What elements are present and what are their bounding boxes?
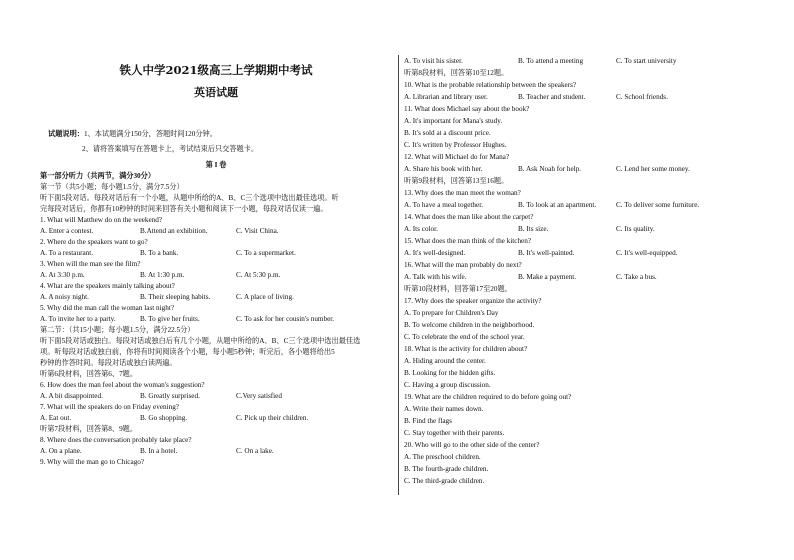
section2-directions1: 听下面5段对话或独白。每段对话或独白后有几个小题，从题中所给的A、B、C三个选项中选出最佳选 [40, 337, 361, 345]
instructions-line1: 试题说明：1、本试题满分150分，答题时间120分钟。 [48, 130, 217, 138]
question-19: 19. What are the children required to do before going out? [404, 393, 572, 401]
question-17: 17. Why does the speaker organize the activity? [404, 297, 542, 305]
question-4: 4. What are the speakers mainly talking about? [40, 282, 175, 290]
transcript-8-note: 听第8段材料，回答第10至12题。 [404, 69, 509, 77]
transcript-7-note: 听第7段材料，回答第8、9题。 [40, 425, 138, 433]
question-17-option-a: A. To prepare for Children's Day [404, 309, 499, 317]
question-16: 16. What will the man probably do next? [404, 261, 522, 269]
section2-directions3: 秒钟的作答时间。每段对话或独白读两遍。 [40, 359, 177, 367]
question-11-option-c: C. It's written by Professor Hughes. [404, 141, 507, 149]
question-2: 2. Where do the speakers want to go? [40, 238, 148, 246]
volume-heading: 第 I 卷 [205, 161, 227, 169]
section1-directions1: 听下面5段对话。每段对话后有一个小题，从题中所给的A、B、C三个选项中选出最佳选项。听 [40, 194, 339, 202]
question-11-option-a: A. It's important for Mana's study. [404, 117, 503, 125]
question-11: 11. What does Michael say about the book? [404, 105, 530, 113]
exam-page: 铁人中学2021级高三上学期期中考试 英语试题 试题说明：1、本试题满分150分，答题时间120分钟。 2、请将答案填写在答题卡上，考试结束后只交答题卡。 第 I 卷 第一部分听力（共两节，满分30分） 第一节（共5小题；每小题1.5分，满分7.5分） 听下面5段对话。每段对话后有一个小题，从题中所给的A、B、C三个选项中选出最佳选项。听 完每段对话后，你都有10秒钟的时间来回答有关小题和阅读下一小题，每段对话仅读一遍。 1. What will Matthew do on the weekend? A. Enter a contest. B.Attend an exhibition. C. Visit China. 2. Where do the speakers want to go? A. To a restaurant. B. To a bank. C. To a supermarket. 3. When will the man see the film? A. At 3:30 p.m. B. At 1:30 p.m. C. At 5:30 p.m. 4. What are the speakers mainly talking about? A. A noisy night. B. Their sleeping habits. C. A place of living. 5. Why did the man call the woman last night? A. To invite her to a party. B. To give her fruits. C. To ask for her cousin's number. 第二节：（共15小题；每小题1.5分，满分22.5分） 听下面5段对话或独白。每段对话或独白后有几个小题，从题中所给的A、B、C三个选项中选出最佳选 项。听每段对话或独白前，你将有时间阅读各个小题，每小题5秒钟；听完后，各小题将给出5 秒钟的作答时间。每段对话或独白读两遍。 听第6段材料，回答第6、7题。 6. How does the man feel about the woman's suggestion? A. A bit disappointed. B. Greatly surprised. C.Very satisfied 7. What will the speakers do on Friday evening? A. Eat out. B. Go shopping. C. Pick up their children. 听第7段材料，回答第8、9题。 8. Where does the conversation probably take place? A. On a plane. B. In a hotel. C. On a lake. 9. Why will the man go to Chicago? A. To visit his sister. B. To attend a meeting C. To start university 听第8段材料，回答第10至12题。 10. What is the probable relationship between the speakers? A. Librarian and library user. B. Teacher and student. C. School friends. 11. What does Michael say about the book? A. It's important for Mana's study. B. It's sold at a discount price. C. It's written by Professor Hughes. 12. What will Michael do for Mana? A. Share his book with her. B. Ask Noah for help. C. Lend her some money. 听第9段材料，回答第13至16题。 13. Why does the man meet the woman? A. To have a meal together. B. To look at an apartment. C. To deliver some furniture. 14. What does the man like about the carpet? A. Its color. B. Its size. C. Its quality. 15. What does the man think of the kitchen? A. It's well-designed. B. It's well-painted. C. It's well-equipped. 16. What will the man probably do next? A. Talk with his wife. B. Make a payment. C. Take a bus. 听第10段材料，回答第17至20题。 17. Why does the speaker organize the activity? A. To prepare for Children's Day B. To welcome children in the neighborhood. C. To celebrate the end of the school year. 18. What is the activity for children about? A. Hiding around the center. B. Looking for the hidden gifts. C. Having a group discussion. 19. What are the children required to do before going out? A. Write their names down. B. Find the flags C. Stay together with their parents. 20. Who will go to the other side of the center? A. The preschool children. B. The fourth-grade children. C. The third-grade children. [0, 0, 794, 560]
question-19-option-c: C. Stay together with their parents. [404, 429, 505, 437]
exam-subtitle: 英语试题 [194, 86, 238, 99]
part1-heading: 第一部分听力（共两节，满分30分） [40, 172, 156, 180]
question-14: 14. What does the man like about the carpet? [404, 213, 534, 221]
question-20-option-c: C. The third-grade children. [404, 477, 485, 485]
instructions-line2: 2、请将答案填写在答题卡上，考试结束后只交答题卡。 [82, 145, 259, 153]
question-12: 12. What will Michael do for Mana? [404, 153, 510, 161]
exam-title: 铁人中学2021级高三上学期期中考试 [119, 63, 313, 77]
question-18-option-b: B. Looking for the hidden gifts. [404, 369, 496, 377]
question-10: 10. What is the probable relationship between the speakers? [404, 81, 577, 89]
question-19-option-b: B. Find the flags [404, 417, 452, 425]
question-13: 13. Why does the man meet the woman? [404, 189, 521, 197]
question-6: 6. How does the man feel about the woman's suggestion? [40, 381, 205, 389]
question-8: 8. Where does the conversation probably take place? [40, 436, 192, 444]
question-18-option-a: A. Hiding around the center. [404, 357, 486, 365]
transcript-6-note: 听第6段材料，回答第6、7题。 [40, 370, 138, 378]
section2-heading: 第二节：（共15小题；每小题1.5分，满分22.5分） [40, 326, 195, 334]
transcript-10-note: 听第10段材料，回答第17至20题。 [404, 285, 512, 293]
question-20-option-b: B. The fourth-grade children. [404, 465, 489, 473]
question-17-option-c: C. To celebrate the end of the school year. [404, 333, 525, 341]
instructions-label: 试题说明： [48, 130, 84, 138]
section2-directions2: 项。听每段对话或独白前，你将有时间阅读各个小题，每小题5秒钟；听完后，各小题将给出5 [40, 348, 335, 356]
section1-heading: 第一节（共5小题；每小题1.5分，满分7.5分） [40, 183, 184, 191]
section1-directions2: 完每段对话后，你都有10秒钟的时间来回答有关小题和阅读下一小题，每段对话仅读一遍。 [40, 205, 328, 213]
question-18: 18. What is the activity for children about? [404, 345, 528, 353]
question-5: 5. Why did the man call the woman last night? [40, 304, 175, 312]
transcript-9-note: 听第9段材料，回答第13至16题。 [404, 177, 509, 185]
question-7: 7. What will the speakers do on Friday evening? [40, 403, 179, 411]
question-11-option-b: B. It's sold at a discount price. [404, 129, 491, 137]
question-20-option-a: A. The preschool children. [404, 453, 481, 461]
column-divider [398, 55, 399, 495]
question-15: 15. What does the man think of the kitchen? [404, 237, 532, 245]
question-9: 9. Why will the man go to Chicago? [40, 458, 145, 466]
question-1: 1. What will Matthew do on the weekend? [40, 216, 163, 224]
question-18-option-c: C. Having a group discussion. [404, 381, 491, 389]
question-19-option-a: A. Write their names down. [404, 405, 484, 413]
question-17-option-b: B. To welcome children in the neighborhood. [404, 321, 535, 329]
question-20: 20. Who will go to the other side of the center? [404, 441, 540, 449]
question-3: 3. When will the man see the film? [40, 260, 141, 268]
